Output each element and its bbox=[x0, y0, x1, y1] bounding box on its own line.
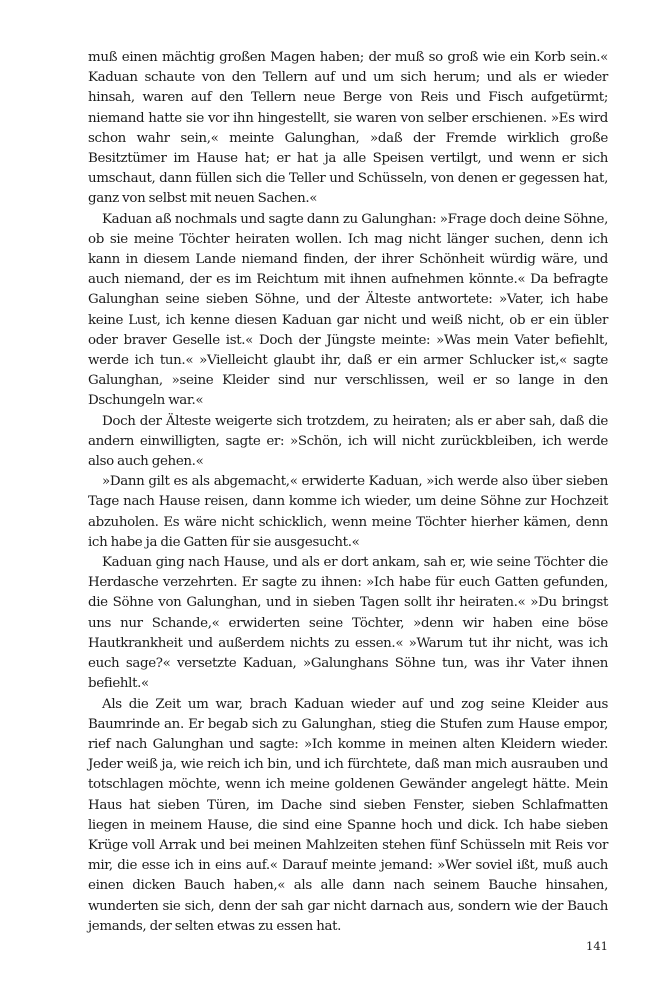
page-number: 141 bbox=[586, 939, 608, 953]
paragraph-4: »Dann gilt es als abgemacht,« erwiderte Kaduan, »ich werde also über sieben Tage nach Hause reisen, dann komme ich wieder, um deine Söhne zur Hochzeit abzuholen. Es wäre nicht schicklich, wenn meine Töchter hierher kämen, denn ich habe ja die Gatten für sie ausgesucht.« bbox=[88, 474, 608, 550]
page-body bbox=[88, 48, 608, 937]
paragraph-5: Kaduan ging nach Hause, und als er dort ankam, sah er, wie seine Töchter die Herdasche verzehrten. Er sagte zu ihnen: »Ich habe für euch Gatten gefunden, die Söhne von Galunghan, und in sieben Tagen sollt ihr heiraten.« »Du bringst uns nur Schande,« erwiderten seine Töchter, »denn wir haben eine böse Hautkrankheit und außerdem nichts zu essen.« »Warum tut ihr nicht, was ich euch sage?« versetzte Kaduan, »Galunghans Söhne tun, was ihr Vater ihnen befiehlt.« bbox=[88, 555, 608, 692]
paragraph-1: muß einen mächtig großen Magen haben; der muß so groß wie ein Korb sein.« Kaduan schaute von den Tellern auf und um sich herum; und als er wieder hinsah, waren auf den Tellern neue Berge von Reis und Fisch aufgetürmt; niemand hatte sie vor ihn hingestellt, sie waren von selber erschienen. »Es wird schon wahr sein,« meinte Galunghan, »daß der Fremde wirklich große Besitztümer im Hause hat; er hat ja alle Speisen vertilgt, und wenn er sich umschaut, dann füllen sich die Teller und Schüsseln, von denen er gegessen hat, ganz von selbst mit neuen Sachen.« bbox=[88, 50, 608, 207]
paragraph-2: Kaduan aß nochmals und sagte dann zu Galunghan: »Frage doch deine Söhne, ob sie meine Töchter heiraten wollen. Ich mag nicht länger suchen, denn ich kann in diesem Lande niemand finden, der ihrer Schönheit würdig wäre, und auch niemand, der es im Reichtum mit ihnen aufnehmen könnte.« Da befragte Galunghan seine sieben Söhne, und der Älteste antwortete: »Vater, ich habe keine Lust, ich kenne diesen Kaduan gar nicht und weiß nicht, ob er ein übler oder braver Geselle ist.« Doch der Jüngste meinte: »Was mein Vater befiehlt, werde ich tun.« »Vielleicht glaubt ihr, daß er ein armer Schlucker ist,« sagte Galunghan, »seine Kleider sind nur verschlissen, weil er so lange in den Dschungeln war.« bbox=[88, 211, 608, 409]
paragraph-3: Doch der Älteste weigerte sich trotzdem, zu heiraten; als er aber sah, daß die andern einwilligten, sagte er: »Schön, ich will nicht zurückbleiben, ich werde also auch gehen.« bbox=[88, 413, 608, 470]
paragraph-6: Als die Zeit um war, brach Kaduan wieder auf und zog seine Kleider aus Baumrinde an. Er begab sich zu Galunghan, stieg die Stufen zum Hause empor, rief nach Galunghan und sagte: »Ich komme in meinen alten Kleidern wieder. Jeder weiß ja, wie reich ich bin, und ich fürchtete, daß man mich ausrauben und totschlagen möchte, wenn ich meine goldenen Gewänder angelegt hätte. Mein Haus hat sieben Türen, im Dache sind sieben Fenster, sieben Schlafmatten liegen in meinem Hause, die sind eine Spanne hoch und dick. Ich habe sieben Krüge voll Arrak und bei meinen Mahlzeiten stehen fünf Schüsseln mit Reis vor mir, die esse ich in eins auf.« Darauf meinte jemand: »Wer soviel ißt, muß auch einen dicken Bauch haben,« als alle dann nach seinem Bauche hinsahen, wunderten sie sich, denn der sah gar nicht darnach aus, sondern wie der Bauch jemands, der selten etwas zu essen hat. bbox=[88, 696, 608, 934]
